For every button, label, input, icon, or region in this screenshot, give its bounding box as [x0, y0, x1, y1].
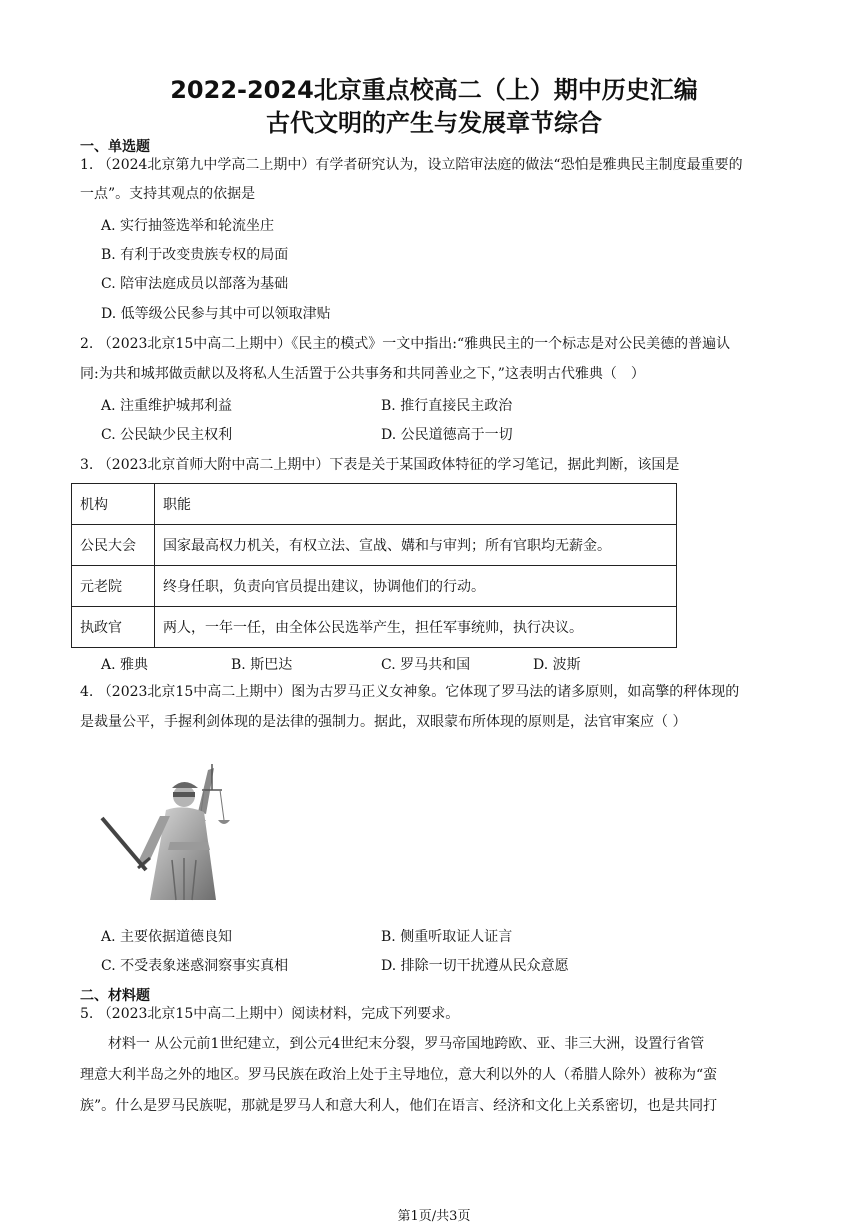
table-row	[72, 566, 677, 607]
section-heading-single-choice: 一、单选题	[80, 139, 150, 155]
table-cell: 元老院	[72, 566, 155, 607]
q3-option-c: C. 罗马共和国	[381, 657, 471, 673]
table-cell: 公民大会	[72, 525, 155, 566]
table-cell: 终身任职，负责向官员提出建议，协调他们的行动。	[155, 566, 677, 607]
q1-option-d: D. 低等级公民参与其中可以领取津贴	[101, 306, 331, 322]
table-cell: 执政官	[72, 607, 155, 648]
q3-option-b: B. 斯巴达	[231, 657, 293, 673]
q3-option-a: A. 雅典	[101, 657, 149, 673]
q4-option-a: A. 主要依据道德良知	[101, 929, 233, 945]
page-number: 第1页/共3页	[397, 1209, 471, 1224]
table-cell: 机构	[72, 484, 155, 525]
q2-option-c: C. 公民缺少民主权利	[101, 427, 233, 443]
justice-statue-image	[80, 750, 240, 910]
question-2-stem-cont: 同:为共和城邦做贡献以及将私人生活置于公共事务和共同善业之下，”这表明古代雅典（ ）	[80, 366, 645, 382]
material-1-line-3: 族”。什么是罗马民族呢，那就是罗马人和意大利人，他们在语言、经济和文化上关系密切，也是共同打	[80, 1098, 718, 1114]
question-4-stem-cont: 是裁量公平，手握利剑体现的是法律的强制力。据此，双眼蒙布所体现的原则是，法官审案应（ ）	[80, 714, 687, 730]
table-row	[72, 525, 677, 566]
q2-option-d: D. 公民道德高于一切	[381, 427, 513, 443]
q1-option-a: A. 实行抽签选举和轮流坐庄	[101, 218, 275, 234]
government-structure-table	[71, 483, 677, 648]
q2-option-a: A. 注重维护城邦利益	[101, 398, 233, 414]
table-row	[72, 484, 677, 525]
page-title: 2022-2024北京重点校高二（上）期中历史汇编	[170, 76, 698, 104]
table-cell: 国家最高权力机关，有权立法、宣战、媾和与审判；所有官职均无薪金。	[155, 525, 677, 566]
q4-option-c: C. 不受表象迷惑洞察事实真相	[101, 958, 289, 974]
question-2-stem: 2. （2023北京15中高二上期中）《民主的模式》一文中指出:“雅典民主的一个标志是对公民美德的普遍认	[80, 336, 731, 352]
table-row	[72, 607, 677, 648]
q4-option-d: D. 排除一切干扰遵从民众意愿	[381, 958, 569, 974]
q1-option-c: C. 陪审法庭成员以部落为基础	[101, 276, 289, 292]
q2-option-b: B. 推行直接民主政治	[381, 398, 513, 414]
question-1-stem: 1. （2024北京第九中学高二上期中）有学者研究认为，设立陪审法庭的做法“恐怕是雅典民主制度最重要的	[80, 157, 743, 173]
q3-option-d: D. 波斯	[533, 657, 581, 673]
q4-option-b: B. 侧重听取证人证言	[381, 929, 513, 945]
question-1-stem-cont: 一点”。支持其观点的依据是	[80, 186, 256, 202]
question-4-stem: 4. （2023北京15中高二上期中）图为古罗马正义女神象。它体现了罗马法的诸多原则，如高擎的秤体现的	[80, 684, 740, 700]
question-3-stem: 3. （2023北京首师大附中高二上期中）下表是关于某国政体特征的学习笔记，据此判断，该国是	[80, 457, 680, 473]
material-1-line-1: 材料一 从公元前1世纪建立，到公元4世纪末分裂，罗马帝国地跨欧、亚、非三大洲，设置行省管	[108, 1036, 705, 1052]
question-5-stem: 5. （2023北京15中高二上期中）阅读材料，完成下列要求。	[80, 1006, 460, 1022]
page-subtitle: 古代文明的产生与发展章节综合	[266, 109, 602, 137]
table-cell: 职能	[155, 484, 677, 525]
material-1-line-2: 理意大利半岛之外的地区。罗马民族在政治上处于主导地位，意大利以外的人（希腊人除外）被称为“蛮	[80, 1067, 718, 1083]
section-heading-material: 二、材料题	[80, 988, 150, 1004]
q1-option-b: B. 有利于改变贵族专权的局面	[101, 247, 289, 263]
table-cell: 两人，一年一任，由全体公民选举产生，担任军事统帅，执行决议。	[155, 607, 677, 648]
